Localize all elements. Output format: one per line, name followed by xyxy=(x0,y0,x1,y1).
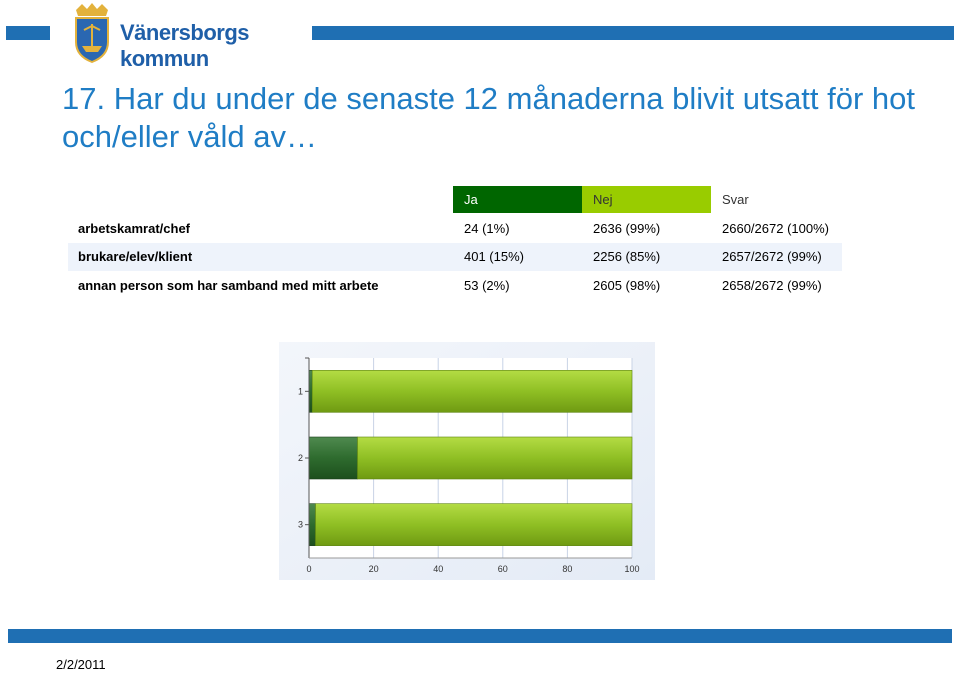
bar-nej-3 xyxy=(315,504,632,546)
table-row xyxy=(68,272,842,300)
row-svar: 2660/2672 (100%) xyxy=(722,221,829,236)
x-tick-label: 20 xyxy=(368,564,379,574)
logo-text: Vänersborgs kommun xyxy=(120,20,249,71)
table-header xyxy=(68,186,842,213)
y-tick-label: 1 xyxy=(297,386,303,397)
row-label: brukare/elev/klient xyxy=(78,249,193,264)
slide-date: 2/2/2011 xyxy=(56,657,106,672)
x-tick-label: 100 xyxy=(624,564,640,574)
row-svar: 2658/2672 (99%) xyxy=(722,278,822,293)
table-row xyxy=(68,215,842,243)
banner-gap xyxy=(0,629,8,643)
banner-gap xyxy=(952,629,960,643)
y-tick-label: 3 xyxy=(297,519,303,530)
slide-title: 17. Har du under de senaste 12 månaderna blivit utsatt för hot och/eller våld av… xyxy=(62,81,916,154)
bottom-banner-bar xyxy=(0,629,960,643)
row-nej: 2605 (98%) xyxy=(593,278,661,293)
row-nej: 2256 (85%) xyxy=(593,249,661,264)
x-tick-label: 0 xyxy=(306,564,312,574)
bar-chart xyxy=(279,342,655,580)
y-tick-label: 2 xyxy=(297,453,303,463)
row-ja: 401 (15%) xyxy=(464,249,524,264)
header-ja: Ja xyxy=(453,186,582,213)
row-ja: 24 (1%) xyxy=(464,221,510,236)
bar-nej-1 xyxy=(312,370,632,412)
banner-segment xyxy=(6,26,50,40)
x-tick-label: 60 xyxy=(497,564,508,574)
row-svar: 2657/2672 (99%) xyxy=(722,249,822,264)
bar-ja-2 xyxy=(309,437,357,479)
bar-nej-2 xyxy=(357,437,632,479)
row-label: arbetskamrat/chef xyxy=(78,221,190,236)
x-tick-label: 80 xyxy=(562,564,573,574)
table-row xyxy=(68,243,842,271)
bar-ja-3 xyxy=(309,504,315,546)
municipality-logo xyxy=(62,2,312,71)
banner-segment xyxy=(310,26,954,40)
header-svar: Svar xyxy=(722,192,749,207)
header-nej: Nej xyxy=(582,186,711,213)
row-nej: 2636 (99%) xyxy=(593,221,661,236)
x-tick-label: 40 xyxy=(433,564,444,574)
results-chart xyxy=(279,342,655,580)
coat-of-arms-icon xyxy=(70,2,114,64)
row-label: annan person som har samband med mitt arbete xyxy=(78,278,379,293)
row-ja: 53 (2%) xyxy=(464,278,510,293)
